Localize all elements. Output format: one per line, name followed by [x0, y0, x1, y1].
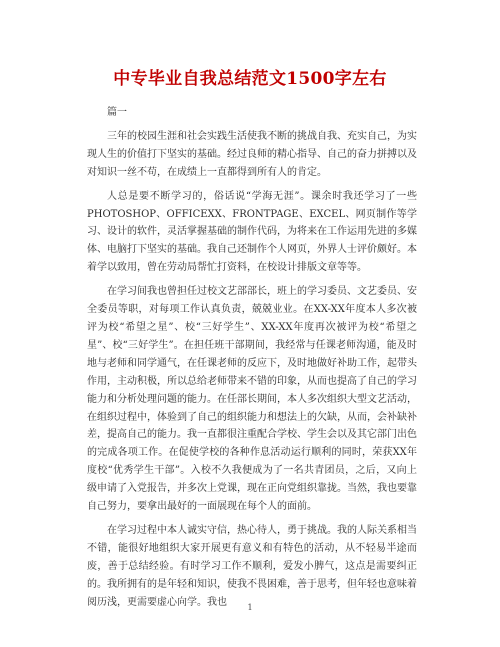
paragraph-2: 人总是要不断学习的，俗话说“学海无涯”。课余时我还学习了一些PHOTOSHOP、OFFICEXX、FRONTPAGE、EXCEL、网页制作等学习、设计的软件，灵活掌握基础的制作代码，为将来在工作运用先进的多媒体、电脑打下坚实的基础。我自己还制作个人网页，外界人士评价颇好。本着学以致用，曾在劳动局帮忙打资料，在校设计排版文章等等。 — [87, 190, 417, 274]
paragraph-3: 在学习间我也曾担任过校文艺部部长，班上的学习委员、文艺委员、安全委员等职，对每项工作认真负责，兢兢业业。在XX-XX年度本人多次被评为校“希望之星”、校“三好学生”、XX-XX年度再次被评为校“希望之星”、校“三好学生”。在担任班干部期间，我经常与任课老师沟通，能及时地与老师和同学通气，在任课老师的反应下，及时地做好补助工作，起带头作用，主动积极，所以总给老师带来不错的印象，从而也提高了自己的学习能力和分析处理问题的能力。在任部长期间，本人多次组织大型文艺活动，在组织过程中，体验到了自己的组织能力和想法上的欠缺，从而，会补缺补差，提高自己的能力。我一直都很注重配合学校、学生会以及其它部门出色的完成各项工作。在促使学校的各种作息活动运行顺利的同时，荣获XX年度校“优秀学生干部”。入校不久我便成为了一名共青团员，之后，又向上级申请了入党报告，并多次上党课，现在正向党组织靠拢。当然，我也要靠自己努力，要拿出最好的一面展现在每个人的面前。 — [87, 286, 417, 513]
document-body — [87, 104, 417, 617]
document-title: 中专毕业自我总结范文1500字左右 — [113, 69, 387, 89]
page-number: 1 — [247, 603, 253, 612]
section-heading: 篇一 — [107, 107, 127, 118]
paragraph-1: 三年的校园生涯和社会实践生活使我不断的挑战自我、充实自己，为实现人生的价值打下坚实的基础。经过良师的精心指导、自己的奋力拼搏以及对知识一丝不苟，在成绩上一直都得到所有人的肯定。 — [87, 130, 417, 178]
paragraph-4: 在学习过程中本人诚实守信，热心待人，勇于挑战。我的人际关系相当不错，能很好地组织大家开展更有意义和有特色的活动，从不轻易半途而废，善于总结经验。有时学习工作不顺利，爱发小脾气，这点是需要纠正的。我所拥有的是年轻和知识，使我不畏困难，善于思考，但年轻也意味着阅历浅，更需要虚心向学。我也 — [87, 524, 417, 608]
